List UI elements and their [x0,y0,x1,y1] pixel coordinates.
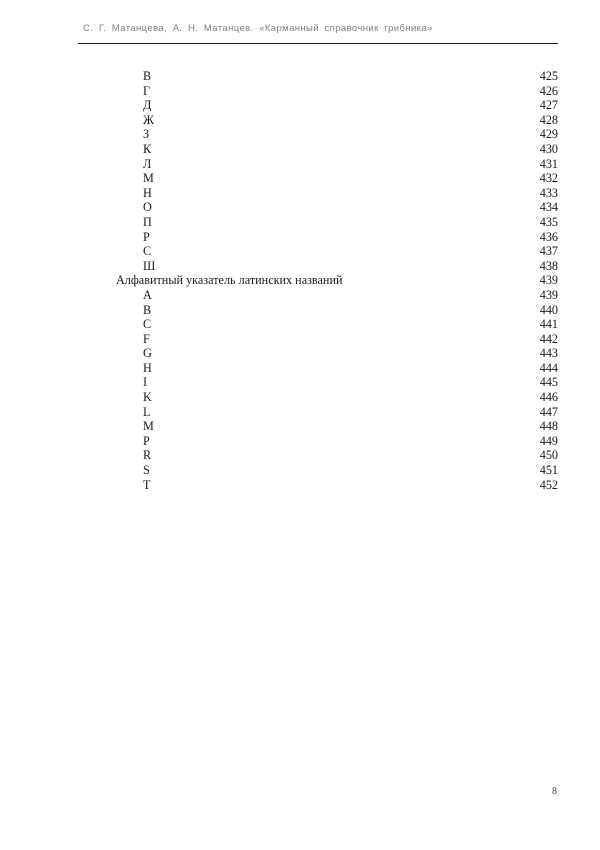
toc-entry-page: 431 [539,156,558,171]
toc-entry [116,171,558,186]
toc-entry-page: 448 [539,419,558,434]
toc-entry [116,332,558,347]
toc-entry-page: 439 [539,287,558,302]
toc-entry [116,463,558,478]
toc-entry-label: Н [143,185,152,200]
toc-entry [116,478,558,493]
toc-entry-label: A [143,287,152,302]
toc-entry-label: Д [143,98,152,113]
toc-entry [116,361,558,376]
toc-entry-label: К [143,141,152,156]
toc-entry-page: 432 [539,171,558,186]
toc-entry-label: S [143,463,150,478]
toc-entry-page: 438 [539,258,558,273]
toc-entry-page: 429 [539,127,558,142]
toc-entry-label: В [143,69,152,83]
toc-entry-label: Ш [143,258,156,273]
running-header: С. Г. Матанцева, А. Н. Матанцев. «Карманный справочник грибника» [83,23,433,34]
toc-entry [116,230,558,245]
toc-entry-label: Л [143,156,152,171]
page-number: 8 [552,786,557,797]
toc-entry-page: 437 [539,244,558,259]
toc-entry [116,288,558,303]
toc-entry [116,200,558,215]
toc-entry-label: F [143,331,150,346]
header-rule [78,43,558,44]
toc-entry [116,375,558,390]
toc-entry-label: С [143,244,152,259]
toc-entry [116,113,558,128]
toc-entry-label: I [143,375,148,390]
toc-entry-label: B [143,302,152,317]
toc-entry-label: Ж [143,112,154,127]
toc-entry [116,303,558,318]
toc-entry-page: 444 [539,360,558,375]
toc-entry-page: 430 [539,141,558,156]
toc-entry-page: 425 [539,69,558,83]
toc-entry [116,186,558,201]
toc-entry-label: P [143,433,150,448]
toc-entry-page: 452 [539,477,558,492]
toc-entry-page: 445 [539,375,558,390]
toc-entry-label: Алфавитный указатель латинских названий [116,273,343,288]
toc-entry-label: Г [143,83,151,98]
toc-entry [116,69,558,84]
toc-entry [116,244,558,259]
toc-entry [116,390,558,405]
toc-entry-page: 440 [539,302,558,317]
toc-entry [116,84,558,99]
toc-entry-page: 443 [539,346,558,361]
toc-entry-page: 436 [539,229,558,244]
toc-entry-page: 441 [539,317,558,332]
toc-entry-page: 439 [539,273,558,288]
toc-entry-page: 451 [539,463,558,478]
toc-entry-label: П [143,214,152,229]
toc-entry [116,419,558,434]
toc-entry-label: З [143,127,150,142]
toc-entry-label: M [143,419,154,434]
toc-entry-label: C [143,317,152,332]
toc-entry-label: М [143,171,154,186]
toc-entry [116,157,558,172]
toc-entry [116,127,558,142]
toc-entry-page: 433 [539,185,558,200]
toc-entry-page: 449 [539,433,558,448]
index-toc-list [116,69,558,492]
toc-entry [116,346,558,361]
toc-entry [116,273,558,288]
toc-entry-label: О [143,200,152,215]
toc-entry-page: 442 [539,331,558,346]
toc-entry-page: 450 [539,448,558,463]
toc-entry [116,98,558,113]
toc-entry-label: R [143,448,152,463]
toc-entry-label: G [143,346,152,361]
toc-entry-page: 447 [539,404,558,419]
toc-entry-page: 426 [539,83,558,98]
toc-entry [116,405,558,420]
toc-entry-page: 446 [539,390,558,405]
toc-entry-label: K [143,390,152,405]
toc-entry-page: 428 [539,112,558,127]
toc-entry [116,215,558,230]
toc-entry [116,142,558,157]
toc-entry-page: 435 [539,214,558,229]
toc-entry [116,448,558,463]
toc-entry-page: 434 [539,200,558,215]
toc-entry-label: L [143,404,151,419]
toc-entry-label: Р [143,229,150,244]
toc-entry [116,259,558,274]
toc-entry-label: T [143,477,151,492]
toc-entry [116,317,558,332]
toc-entry-page: 427 [539,98,558,113]
toc-entry [116,434,558,449]
toc-entry-label: H [143,360,152,375]
